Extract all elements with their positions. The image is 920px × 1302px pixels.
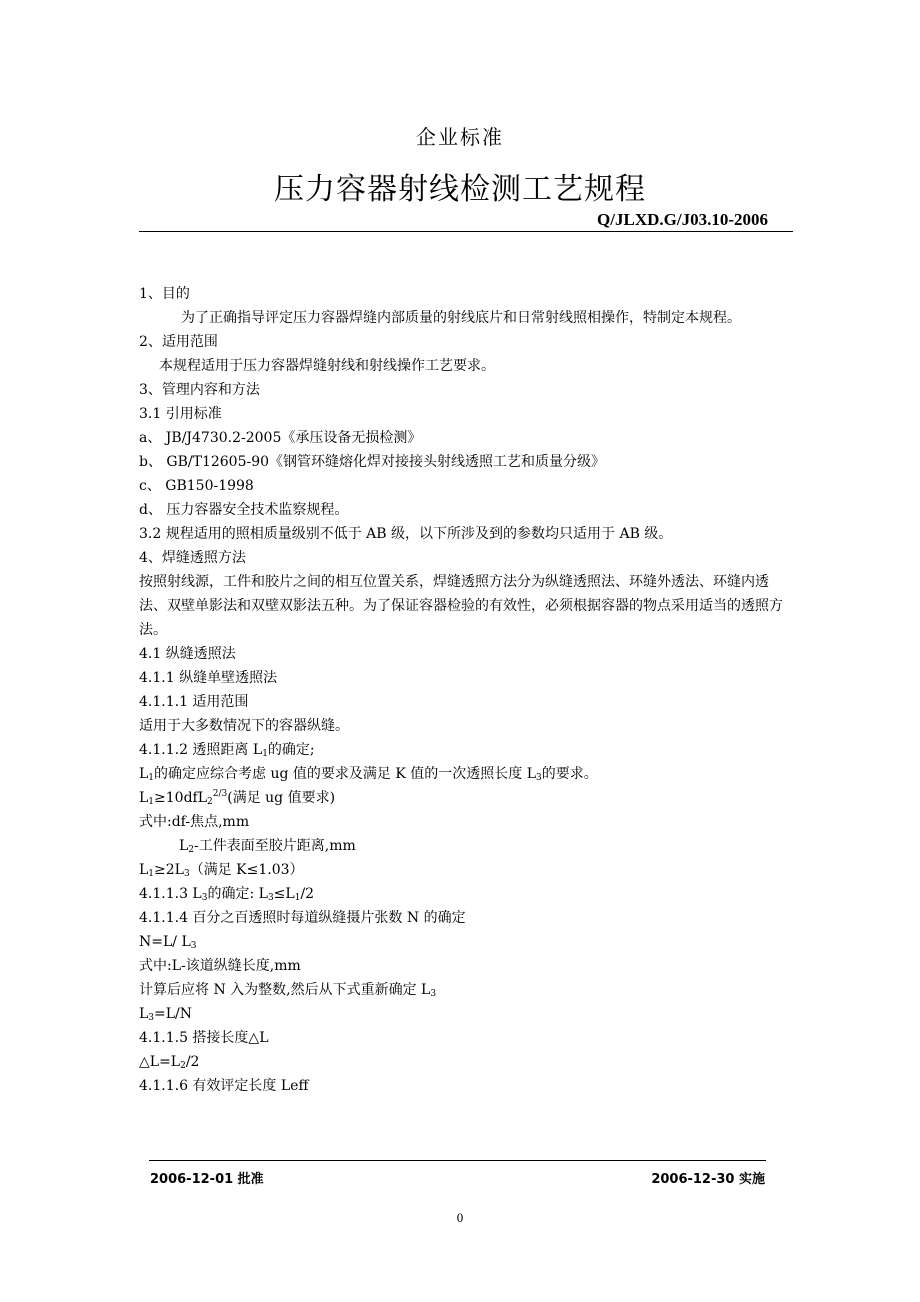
subscript: 3 — [148, 1013, 155, 1023]
document-code: Q/JLXD.G/J03.10-2006 — [597, 210, 768, 229]
paragraph — [139, 978, 793, 1002]
text-run: (满足 ug 值要求) — [227, 790, 336, 806]
text-run: N=L/ L — [139, 934, 191, 950]
text-run: ≥10dfL — [154, 790, 208, 806]
subsection-heading: 4.1.1.1 适用范围 — [139, 694, 249, 710]
reference-item: d、 压力容器安全技术监察规程。 — [139, 502, 349, 518]
text-run: 4.1.1.3 L — [139, 886, 202, 902]
page-number: 0 — [456, 1210, 464, 1225]
text-run: L — [139, 766, 149, 782]
formula — [139, 858, 793, 882]
subsection-heading — [139, 882, 793, 906]
approval-date: 2006-12-01 批准 — [150, 1172, 264, 1187]
formula — [139, 786, 793, 810]
subscript: 3 — [183, 869, 190, 879]
text-run: L — [139, 862, 149, 878]
paragraph — [139, 834, 793, 858]
formula — [139, 1002, 793, 1026]
text-run: ≥2L — [154, 862, 184, 878]
subscript: 2 — [188, 845, 195, 855]
text-run: /2 — [300, 886, 315, 902]
header-rule — [139, 231, 793, 232]
text-run: 计算后应将 N 入为整数,然后从下式重新确定 L — [139, 982, 431, 998]
text-run: L — [179, 838, 189, 854]
reference-item: a、 JB/J4730.2-2005《承压设备无损检测》 — [139, 430, 422, 446]
implementation-date: 2006-12-30 实施 — [651, 1172, 765, 1187]
subscript: 3 — [201, 893, 208, 903]
paragraph: 式中:L-该道纵缝长度,mm — [139, 958, 301, 974]
paragraph: 式中:df-焦点,mm — [139, 814, 250, 830]
subscript: 1 — [148, 869, 155, 879]
subscript: 3 — [267, 893, 274, 903]
paragraph: 适用于大多数情况下的容器纵缝。 — [139, 718, 349, 734]
subscript: 1 — [262, 749, 268, 759]
text-run: 4.1.1.2 透照距离 L — [139, 742, 263, 758]
subsection-heading: 4.1.1.5 搭接长度△L — [139, 1030, 269, 1046]
section-heading: 1、目的 — [139, 286, 190, 302]
superscript: 2/3 — [212, 789, 228, 799]
text-run: L — [139, 790, 149, 806]
document-category: 企业标准 — [416, 125, 504, 149]
paragraph: 本规程适用于压力容器焊缝射线和射线操作工艺要求。 — [159, 358, 495, 374]
document-title: 压力容器射线检测工艺规程 — [274, 172, 646, 207]
text-run: /2 — [185, 1054, 200, 1070]
subsection-heading — [139, 738, 793, 762]
text-run: 的要求。 — [541, 766, 598, 782]
subscript: 3 — [536, 773, 542, 783]
text-run: ≤L — [273, 886, 295, 902]
text-run: 的确定; — [267, 742, 315, 758]
subsection-heading: 4.1.1.4 百分之百透照时每道纵缝摄片张数 N 的确定 — [139, 910, 466, 926]
paragraph: 3.2 规程适用的照相质量级别不低于 AB 级，以下所涉及到的参数均只适用于 AB 级。 — [139, 526, 673, 542]
text-run: =L/N — [154, 1006, 193, 1022]
subsection-heading: 3.1 引用标准 — [139, 406, 222, 422]
text-run: △L=L — [139, 1054, 181, 1070]
subsection-heading: 4.1 纵缝透照法 — [139, 646, 236, 662]
formula — [139, 930, 793, 954]
document-body — [139, 282, 793, 1098]
paragraph — [139, 762, 793, 786]
formula — [139, 1050, 793, 1074]
subscript: 1 — [148, 797, 155, 807]
text-run: -工件表面至胶片距离,mm — [194, 838, 356, 854]
text-run: 的确定: L — [207, 886, 268, 902]
text-run: L — [139, 1006, 149, 1022]
text-run: （满足 K≤1.03） — [189, 862, 304, 878]
text-run: 的确定应综合考虑 ug 值的要求及满足 K 值的一次透照长度 L — [154, 766, 537, 782]
subscript: 1 — [294, 893, 301, 903]
section-heading: 3、管理内容和方法 — [139, 382, 260, 398]
reference-item: c、 GB150-1998 — [139, 478, 254, 494]
reference-item: b、 GB/T12605-90《钢管环缝熔化焊对接接头射线透照工艺和质量分级》 — [139, 454, 606, 470]
subscript: 1 — [148, 773, 155, 783]
subsection-heading: 4.1.1 纵缝单壁透照法 — [139, 670, 278, 686]
subscript: 2 — [207, 797, 213, 807]
subscript: 3 — [430, 989, 437, 999]
paragraph: 按照射线源，工件和胶片之间的相互位置关系，焊缝透照方法分为纵缝透照法、环缝外透法、环缝内透法、双壁单影法和双壁双影法五种。为了保证容器检验的有效性，必须根据容器的物点采用适当的透照方法。 — [139, 574, 783, 638]
subsection-heading: 4.1.1.6 有效评定长度 Leff — [139, 1078, 309, 1094]
section-heading: 2、适用范围 — [139, 334, 218, 350]
subscript: 2 — [180, 1061, 186, 1071]
section-heading: 4、焊缝透照方法 — [139, 550, 246, 566]
subscript: 3 — [190, 941, 197, 951]
paragraph: 为了正确指导评定压力容器焊缝内部质量的射线底片和日常射线照相操作，特制定本规程。 — [181, 310, 741, 326]
footer-rule — [149, 1160, 766, 1161]
